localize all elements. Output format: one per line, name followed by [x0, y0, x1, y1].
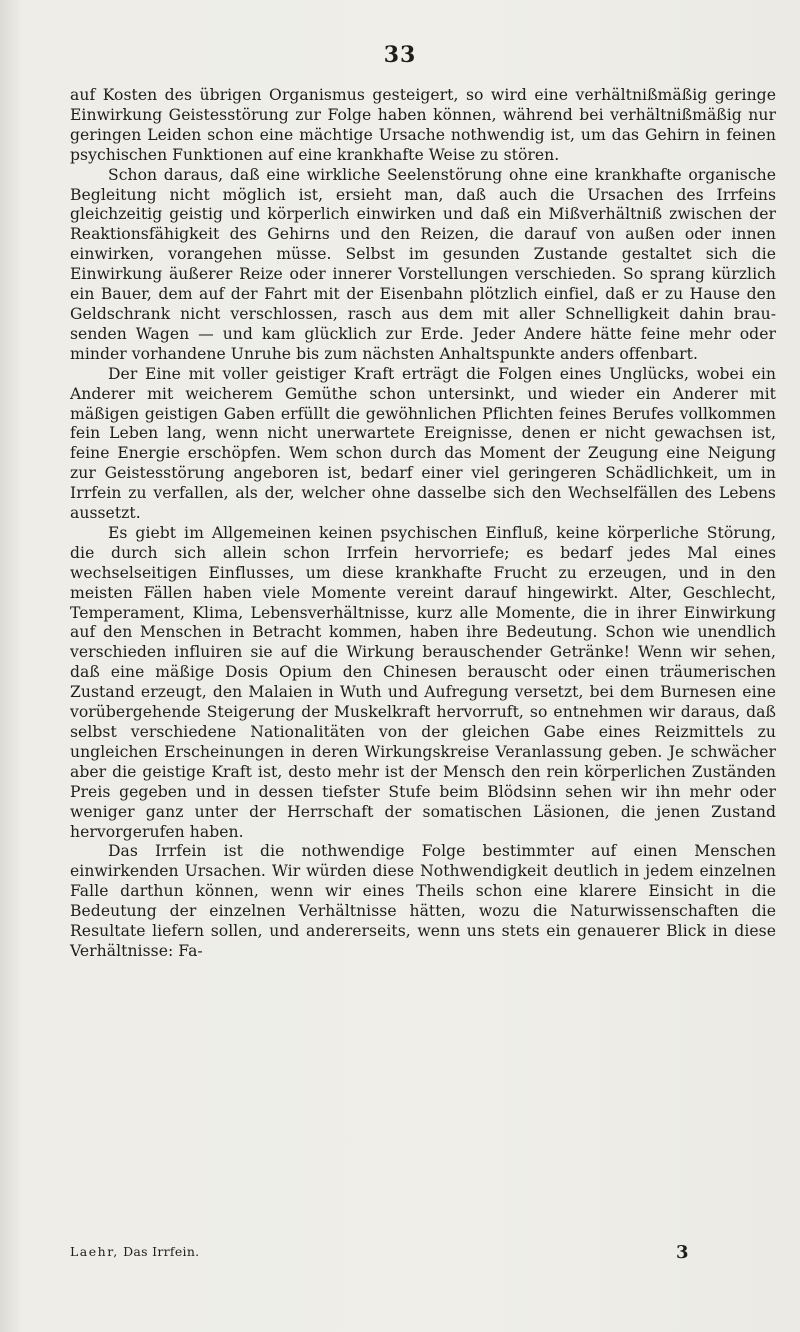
paragraph: Es giebt im Allgemeinen keinen psychischen Einfluß, keine körperliche Störung, die durch sich allein schon Irrfein hervorriefe; es bedarf jedes Mal eines wechselseitigen Einflusses, um diese krankhafte Frucht zu erzeugen, und in den meisten Fällen haben viele Momente vereint darauf hingewirkt. Alter, Geschlecht, Temperament, Klima, Lebensverhältnisse, kurz alle Momente, die in ihrer Einwirkung auf den Menschen in Betracht kommen, haben ihre Bedeutung. Schon wie unendlich verschieden influiren sie auf die Wirkung berauschender Getränke! Wenn wir sehen, daß eine mäßige Dosis Opium den Chinesen berauscht oder einen träumerischen Zustand erzeugt, den Malaien in Wuth und Aufregung versetzt, bei dem Burnesen eine vorübergehende Steigerung der Muskelkraft hervorruft, so entnehmen wir daraus, daß selbst verschiedene Nationalitäten von der gleichen Gabe eines Reizmittels zu ungleichen Erscheinungen in deren Wirkungskreise Veranlassung geben. Je schwächer aber die geistige Kraft ist, desto mehr ist der Mensch den rein körperlichen Zuständen Preis gegeben und in dessen tiefster Stufe beim Blödsinn sehen wir ihn mehr oder weniger ganz unter der Herrschaft der somatischen Läsionen, die jenen Zustand hervorgerufen haben. [70, 523, 776, 841]
footer-title: Das Irrfein. [123, 1244, 200, 1259]
sheet-number: 3 [676, 1242, 689, 1263]
page-number: 33 [383, 42, 417, 68]
page-footer [70, 1244, 776, 1264]
paragraph: Das Irrfein ist die nothwendige Folge bestimmter auf einen Menschen einwirkenden Ursachen. Wir würden diese Nothwendigkeit deutlich in jedem einzelnen Falle darthun können, wenn wir eines Theils schon eine klarere Einsicht in die Bedeutung der einzelnen Verhältnisse hätten, wozu die Naturwissenschaften die Resultate liefern sollen, und andererseits, wenn uns stets ein genauerer Blick in diese Verhältnisse: Fa- [70, 842, 776, 960]
paragraph: Der Eine mit voller geistiger Kraft erträgt die Folgen eines Unglücks, wobei ein Anderer mit weicherem Gemüthe schon untersinkt, und wieder ein Anderer mit mäßigen geistigen Gaben erfüllt die gewöhnlichen Pflichten feines Berufes vollkommen fein Leben lang, wenn nicht unerwartete Ereignisse, denen er nicht gewachsen ist, feine Energie erschöpfen. Wem schon durch das Moment der Zeugung eine Neigung zur Geistesstörung angeboren ist, bedarf einer viel geringeren Schädlichkeit, um in Irrfein zu verfallen, als der, welcher ohne dasselbe sich den Wechselfällen des Lebens aussetzt. [70, 364, 776, 523]
signature-line [70, 1244, 199, 1259]
body-text [70, 86, 776, 962]
paragraph-continuation: auf Kosten des übrigen Organismus gesteigert, so wird eine verhältnißmäßig geringe Einwirkung Geistesstörung zur Folge haben können, während bei verhältnißmäßig nur geringen Leiden schon eine mächtige Ursache nothwendig ist, um das Gehirn in feinen psychischen Funktionen auf eine krankhafte Weise zu stören. [70, 86, 776, 164]
footer-author: Laehr, [70, 1244, 119, 1259]
paragraph: Schon daraus, daß eine wirkliche Seelenstörung ohne eine krankhafte organische Begleitung nicht möglich ist, ersieht man, daß auch die Ursachen des Irrfeins gleichzeitig geistig und körperlich einwirken und daß ein Mißverhältniß zwischen der Reaktionsfähigkeit des Gehirns und den Reizen, die darauf von außen oder innen einwirken, vorangehen müsse. Selbst im gesunden Zustande gestaltet sich die Einwirkung äußerer Reize oder innerer Vorstellungen verschieden. So sprang kürzlich ein Bauer, dem auf der Fahrt mit der Eisenbahn plötzlich einfiel, daß er zu Hause den Geldschrank nicht verschlossen, rasch aus dem mit aller Schnelligkeit dahin brausenden Wagen — und kam glücklich zur Erde. Jeder Andere hätte feine mehr oder minder vorhandene Unruhe bis zum nächsten Anhaltspunkte anders offenbart. [70, 165, 776, 363]
